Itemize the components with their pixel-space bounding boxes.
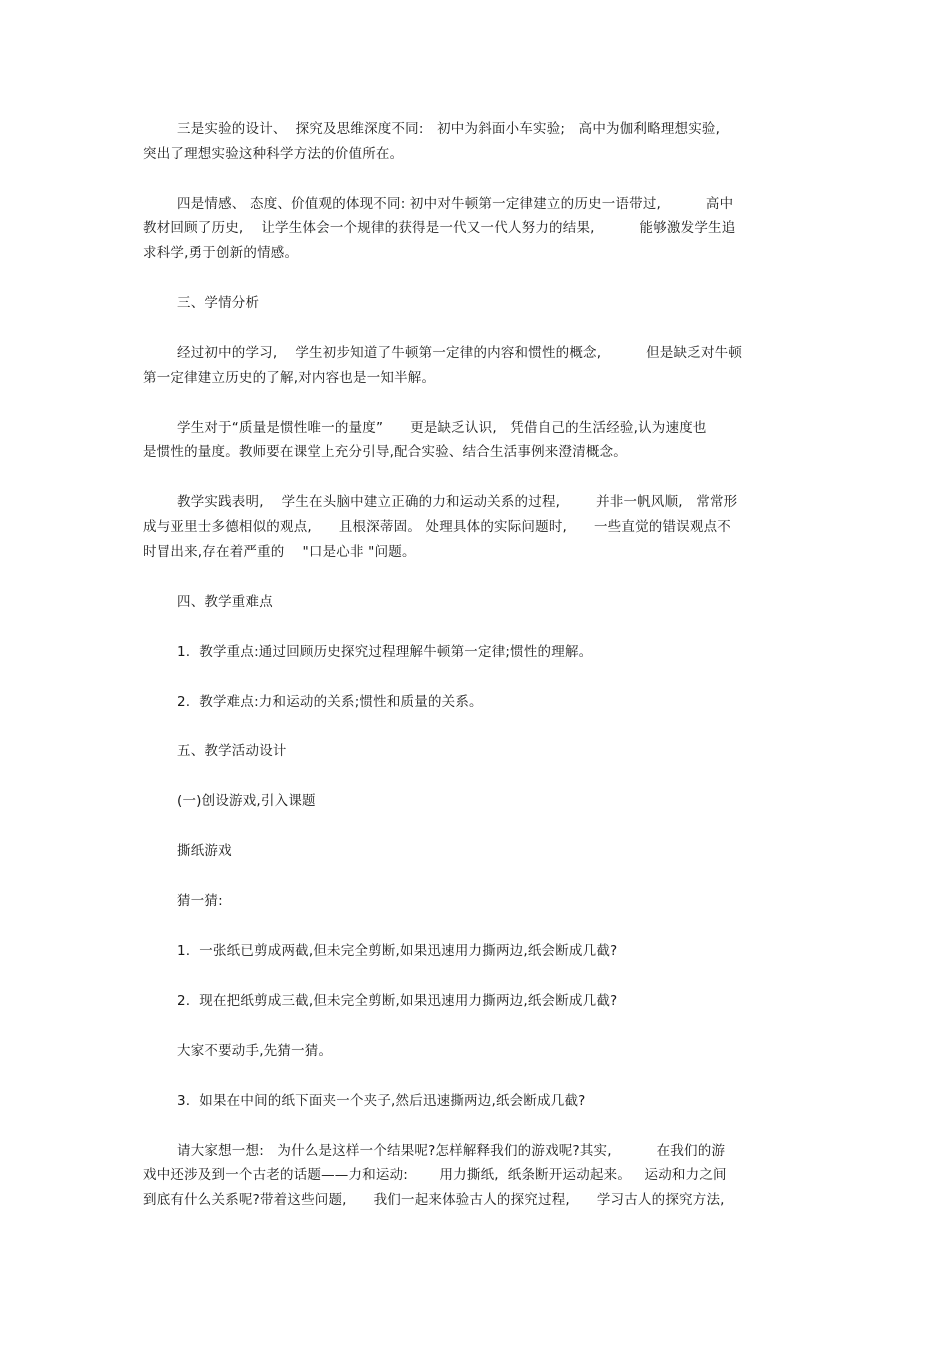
list-item: 2. 教学难点:力和运动的关系;惯性和质量的关系。: [177, 694, 483, 710]
paragraph-line: 教材回顾了历史, 让学生体会一个规律的获得是一代又一代人努力的结果, 能够激发学生追: [143, 220, 736, 236]
text-line: 撕纸游戏: [177, 843, 232, 859]
section-heading: 五、教学活动设计: [177, 743, 287, 759]
paragraph-line: 第一定律建立历史的了解,对内容也是一知半解。: [143, 370, 436, 386]
paragraph-line: 求科学,勇于创新的情感。: [143, 245, 299, 261]
paragraph-line: 学生对于“质量是惯性唯一的量度” 更是缺乏认识, 凭借自己的生活经验,认为速度也: [177, 420, 707, 436]
list-item: 1. 一张纸已剪成两截,但未完全剪断,如果迅速用力撕两边,纸会断成几截?: [177, 943, 618, 959]
paragraph-line: 是惯性的量度。教师要在课堂上充分引导,配合实验、结合生活事例来澄清概念。: [143, 444, 627, 460]
paragraph-line: 请大家想一想: 为什么是这样一个结果呢?怎样解释我们的游戏呢?其实, 在我们的游: [177, 1143, 726, 1159]
section-heading: 三、学情分析: [177, 295, 260, 311]
text-line: 大家不要动手,先猜一猜。: [177, 1043, 333, 1059]
paragraph-line: 戏中还涉及到一个古老的话题——力和运动: 用力撕纸, 纸条断开运动起来。 运动和力之间: [143, 1167, 727, 1183]
subsection-heading: (一)创设游戏,引入课题: [177, 793, 316, 809]
list-item: 3. 如果在中间的纸下面夹一个夹子,然后迅速撕两边,纸会断成几截?: [177, 1093, 586, 1109]
paragraph-line: 教学实践表明, 学生在头脑中建立正确的力和运动关系的过程, 并非一帆风顺, 常常形: [177, 494, 738, 510]
paragraph-line: 经过初中的学习, 学生初步知道了牛顿第一定律的内容和惯性的概念, 但是缺乏对牛顿: [177, 345, 743, 361]
section-heading: 四、教学重难点: [177, 594, 273, 610]
list-item: 2. 现在把纸剪成三截,但未完全剪断,如果迅速用力撕两边,纸会断成几截?: [177, 993, 618, 1009]
paragraph-line: 成与亚里士多德相似的观点, 且根深蒂固。 处理具体的实际问题时, 一些直觉的错误观点不: [143, 519, 731, 535]
paragraph-line: 突出了理想实验这种科学方法的价值所在。: [143, 146, 404, 162]
paragraph-line: 到底有什么关系呢?带着这些问题, 我们一起来体验古人的探究过程, 学习古人的探究方法,: [143, 1192, 725, 1208]
paragraph-line: 四是情感、 态度、价值观的体现不同: 初中对牛顿第一定律建立的历史一语带过, 高中: [177, 196, 734, 212]
text-line: 猜一猜:: [177, 893, 223, 909]
paragraph-line: 三是实验的设计、 探究及思维深度不同: 初中为斜面小车实验; 高中为伽利略理想实验,: [177, 121, 721, 137]
paragraph-line: 时冒出来,存在着严重的 "口是心非 "问题。: [143, 544, 416, 560]
list-item: 1. 教学重点:通过回顾历史探究过程理解牛顿第一定律;惯性的理解。: [177, 644, 593, 660]
